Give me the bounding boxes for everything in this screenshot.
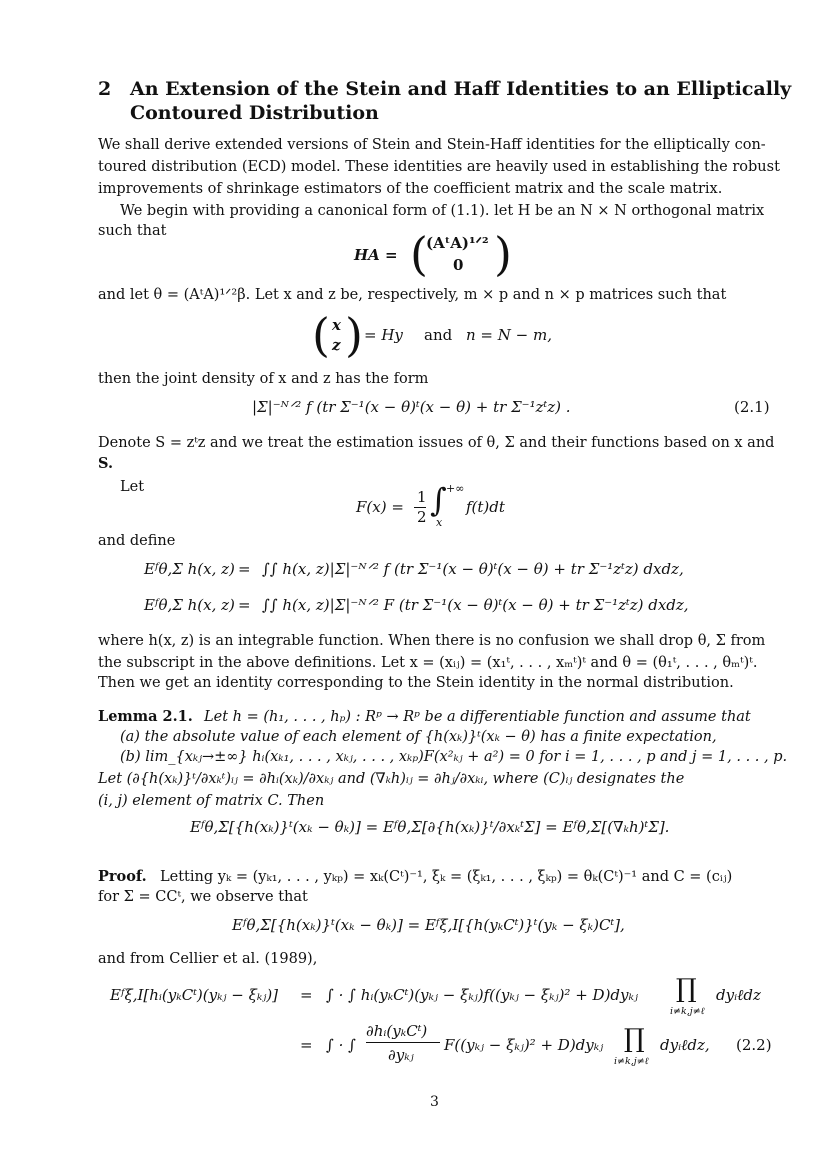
eq-f-upper: +∞ (446, 482, 465, 495)
eq-2-2-number: (2.2) (736, 1036, 772, 1054)
para1-line3: improvements of shrinkage estimators of the coefficient matrix and the scale matrix. (98, 181, 723, 197)
para4: then the joint density of x and z has the form (98, 371, 429, 387)
para2-line2: such that (98, 223, 167, 239)
and-define: and define (98, 533, 176, 549)
eq2-frac-num: ∂hᵢ(yₖCᵗ) (366, 1022, 428, 1040)
left-paren: ( (410, 227, 428, 281)
proof-line1: Letting yₖ = (yₖ₁, . . . , yₖₚ) = xₖ(Cᵗ)⁻¹, ξₖ = (ξₖ₁, . . . , ξₖₚ) = θₖ(Cᵗ)⁻¹ and C = (cᵢⱼ) (160, 869, 733, 885)
page-number: 3 (430, 1094, 439, 1110)
lemma-eq: Eᶠθ,Σ[{h(xₖ)}ᵗ(xₖ − θₖ)] = Eᶠθ,Σ[∂{h(xₖ)}ᵗ/∂xₖᵗΣ] = Eᶠθ,Σ[(∇ₖh)ᵗΣ]. (190, 818, 670, 836)
para2-line1: We begin with providing a canonical form of (1.1). let H be an N × N orthogonal matrix (120, 203, 765, 219)
eq-xz-and: and (424, 326, 453, 344)
lemma-item-b: (b) lim_{xₖⱼ→±∞} hᵢ(xₖ₁, . . . , xₖⱼ, . . . , xₖₚ)F(x²ₖⱼ + a²) = 0 for i = 1, . . . , p and j = 1, . . . , p. (120, 749, 788, 765)
eq-e1-eq: = (238, 560, 251, 578)
proof-label: Proof. (98, 868, 147, 885)
proof-line2: for Σ = CCᵗ, we observe that (98, 889, 308, 905)
lemma-label: Lemma 2.1. (98, 708, 193, 725)
para3: and let θ = (AᵗA)¹ᐟ²β. Let x and z be, respectively, m × p and n × p matrices such that (98, 287, 727, 303)
eq-f-lower: x (436, 516, 443, 529)
para1-line1: We shall derive extended versions of Stein and Stein-Haff identities for the elliptically con- (98, 137, 766, 153)
eq2-frac-den: ∂yₖⱼ (388, 1046, 414, 1064)
eq-xz-n-def: n = N − m, (466, 326, 552, 344)
eq2-eq2: = (300, 1036, 313, 1054)
section-title-line2: Contoured Distribution (130, 102, 379, 124)
eq2-frac-bar (366, 1042, 440, 1043)
proof-line3: and from Cellier et al. (1989), (98, 951, 318, 967)
lemma-line5: (i, j) element of matrix C. Then (98, 793, 325, 809)
para5-line1: Denote S = zᵗz and we treat the estimation issues of θ, Σ and their functions based on x and (98, 435, 775, 451)
eq-e2-lhs: Eᶠθ,Σ h(x, z) (144, 596, 235, 614)
product-sub-1: i≠k,j≠ℓ (670, 1006, 705, 1017)
left-paren-xz: ( (312, 308, 330, 362)
eq2-rhs2: F((yₖⱼ − ξₖⱼ)² + D)dyₖⱼ (444, 1036, 604, 1054)
lemma-line4: Let (∂{h(xₖ)}ᵗ/∂xₖᵗ)ᵢⱼ = ∂hᵢ(xₖ)/∂xₖⱼ and (∇ₖh)ᵢⱼ = ∂hⱼ/∂xₖᵢ, where (C)ᵢⱼ designates the (98, 771, 685, 787)
product-sub-2: i≠k,j≠ℓ (614, 1056, 649, 1067)
eq-e1-rhs: ∫∫ h(x, z)|Σ|⁻ᴺᐟ² f (tr Σ⁻¹(x − θ)ᵗ(x − θ) + tr Σ⁻¹zᵗz) dxdz, (262, 560, 684, 578)
para6-line1: where h(x, z) is an integrable function. When there is no confusion we shall drop θ, Σ from (98, 633, 766, 649)
para6-line2: the subscript in the above definitions. Let x = (xᵢⱼ) = (x₁ᵗ, . . . , xₘᵗ)ᵗ and θ = (θ₁ᵗ, . . . , θₘᵗ)ᵗ. (98, 655, 758, 671)
para1-line2: toured distribution (ECD) model. These identities are heavily used in establishing the robust (98, 159, 780, 175)
product-sign-1: ∏ (676, 974, 697, 1004)
eq-ha-top: (AᵗA)¹ᐟ² (426, 234, 489, 252)
para6-line3: Then we get an identity corresponding to the Stein identity in the normal distribution. (98, 675, 734, 691)
eq-f-frac-num: 1 (417, 488, 427, 506)
eq-xz-top: x (332, 316, 341, 334)
right-paren: ) (494, 227, 512, 281)
eq-f-body: f(t)dt (466, 498, 505, 516)
eq-f-frac-den: 2 (417, 508, 427, 526)
eq-ha-lhs: HA = (354, 246, 398, 264)
eq-2-1-number: (2.1) (734, 398, 770, 416)
let-word: Let (120, 479, 145, 495)
eq-e2-rhs: ∫∫ h(x, z)|Σ|⁻ᴺᐟ² F (tr Σ⁻¹(x − θ)ᵗ(x − θ) + tr Σ⁻¹zᵗz) dxdz, (262, 596, 689, 614)
proof-eq1: Eᶠθ,Σ[{h(xₖ)}ᵗ(xₖ − θₖ)] = Eᶠξ,I[{h(yₖCᵗ)}ᵗ(yₖ − ξₖ)Cᵗ], (232, 916, 625, 934)
integral-sign: ∫ (430, 481, 447, 519)
eq-f-lhs: F(x) = (356, 498, 404, 516)
eq2-rhs1: ∫ · ∫ hᵢ(yₖCᵗ)(yₖⱼ − ξₖⱼ)f((yₖⱼ − ξₖⱼ)² + D)dyₖⱼ (326, 986, 638, 1004)
eq2-tail1: dyᵢℓdz (716, 986, 761, 1004)
eq-xz-bottom: z (332, 336, 341, 354)
eq-xz-rhs: = Hy (364, 326, 403, 344)
eq-2-1-body: |Σ|⁻ᴺᐟ² f (tr Σ⁻¹(x − θ)ᵗ(x − θ) + tr Σ⁻¹zᵗz) . (252, 398, 571, 416)
eq-ha-bottom: 0 (453, 256, 464, 274)
eq2-lhs: Eᶠξ,I[hᵢ(yₖCᵗ)(yₖⱼ − ξₖⱼ)] (110, 986, 279, 1004)
eq-e1-lhs: Eᶠθ,Σ h(x, z) (144, 560, 235, 578)
eq2-rhs2-int: ∫ · ∫ (326, 1036, 356, 1054)
eq-e2-eq: = (238, 596, 251, 614)
para5-line2: S. (98, 455, 114, 472)
section-title-line1: An Extension of the Stein and Haff Identities to an Elliptically (130, 78, 792, 100)
lemma-line1: Let h = (h₁, . . . , hₚ) : Rᵖ → Rᵖ be a differentiable function and assume that (204, 709, 751, 725)
lemma-item-a: (a) the absolute value of each element of {h(xₖ)}ᵗ(xₖ − θ) has a finite expectation, (120, 729, 717, 745)
right-paren-xz: ) (345, 308, 363, 362)
section-number: 2 (98, 78, 112, 100)
eq2-tail2: dyᵢℓdz, (660, 1036, 710, 1054)
product-sign-2: ∏ (624, 1024, 645, 1054)
eq2-eq1: = (300, 986, 313, 1004)
